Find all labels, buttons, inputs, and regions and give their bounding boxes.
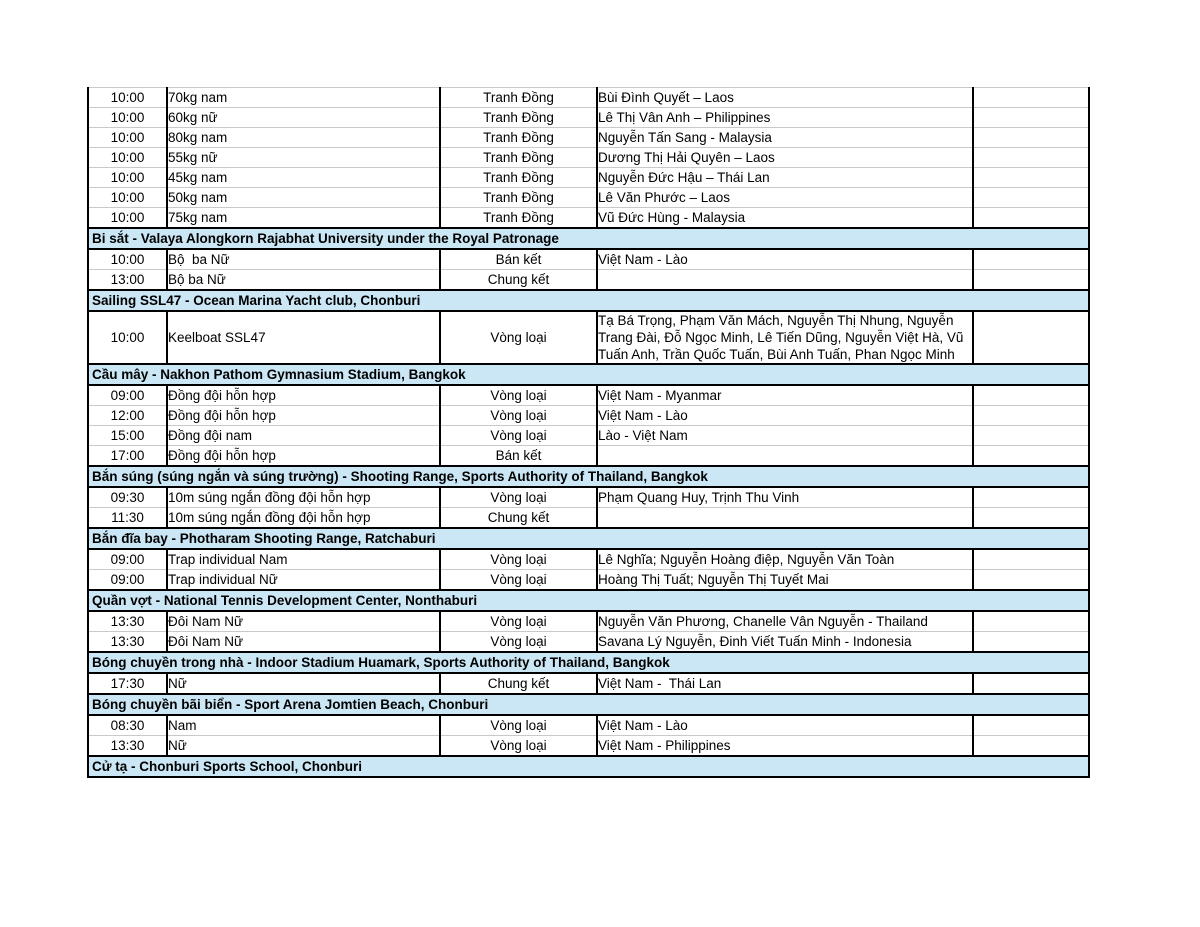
cell-round: Chung kết <box>440 508 597 529</box>
cell-participants <box>597 446 973 467</box>
section-header-title: Sailing SSL47 - Ocean Marina Yacht club, Chonburi <box>88 290 1089 311</box>
section-header-row <box>88 364 1089 385</box>
schedule-row <box>88 611 1089 632</box>
cell-event: 10m súng ngắn đồng đội hỗn hợp <box>167 508 440 529</box>
cell-event: 60kg nữ <box>167 108 440 128</box>
cell-round: Tranh Đồng <box>440 188 597 208</box>
cell-time: 13:30 <box>88 632 167 653</box>
cell-notes <box>973 632 1089 653</box>
cell-participants: Việt Nam - Myanmar <box>597 385 973 406</box>
cell-participants: Việt Nam - Thái Lan <box>597 673 973 694</box>
schedule-row <box>88 188 1089 208</box>
cell-time: 10:00 <box>88 311 167 364</box>
cell-round: Vòng loại <box>440 715 597 736</box>
cell-round: Tranh Đồng <box>440 128 597 148</box>
cell-participants: Lê Văn Phước – Laos <box>597 188 973 208</box>
cell-notes <box>973 385 1089 406</box>
cell-notes <box>973 188 1089 208</box>
section-header-row <box>88 528 1089 549</box>
schedule-row <box>88 208 1089 229</box>
schedule-table <box>87 87 1090 778</box>
section-header-row <box>88 694 1089 715</box>
schedule-row <box>88 487 1089 508</box>
cell-time: 10:00 <box>88 128 167 148</box>
cell-time: 17:00 <box>88 446 167 467</box>
section-header-row <box>88 590 1089 611</box>
section-header-row <box>88 290 1089 311</box>
cell-event: Nam <box>167 715 440 736</box>
cell-participants: Tạ Bá Trọng, Phạm Văn Mách, Nguyễn Thị Nhung, Nguyễn Trang Đài, Đỗ Ngọc Minh, Lê Tiến Dũng, Nguyễn Việt Hà, Vũ Tuấn Anh, Trần Quốc Tuấn, Bùi Anh Tuấn, Phan Ngọc Minh <box>597 311 973 364</box>
cell-notes <box>973 673 1089 694</box>
cell-notes <box>973 208 1089 229</box>
cell-time: 11:30 <box>88 508 167 529</box>
cell-event: Đồng đội hỗn hợp <box>167 446 440 467</box>
cell-time: 09:00 <box>88 385 167 406</box>
schedule-row <box>88 108 1089 128</box>
cell-notes <box>973 715 1089 736</box>
schedule-row <box>88 128 1089 148</box>
cell-round: Vòng loại <box>440 406 597 426</box>
section-header-title: Bóng chuyền bãi biển - Sport Arena Jomtien Beach, Chonburi <box>88 694 1089 715</box>
cell-time: 08:30 <box>88 715 167 736</box>
section-header-title: Bắn súng (súng ngắn và súng trường) - Shooting Range, Sports Authority of Thailand, Bangkok <box>88 466 1089 487</box>
cell-round: Tranh Đồng <box>440 168 597 188</box>
cell-participants: Savana Lý Nguyễn, Đinh Viết Tuấn Minh - Indonesia <box>597 632 973 653</box>
schedule-row <box>88 570 1089 591</box>
cell-participants: Nguyễn Đức Hậu – Thái Lan <box>597 168 973 188</box>
cell-time: 13:30 <box>88 611 167 632</box>
schedule-row <box>88 549 1089 570</box>
schedule-row <box>88 311 1089 364</box>
cell-event: Trap individual Nữ <box>167 570 440 591</box>
section-header-title: Quần vợt - National Tennis Development Center, Nonthaburi <box>88 590 1089 611</box>
cell-time: 10:00 <box>88 108 167 128</box>
cell-event: Đồng đội nam <box>167 426 440 446</box>
section-header-row <box>88 228 1089 249</box>
cell-round: Chung kết <box>440 673 597 694</box>
cell-round: Vòng loại <box>440 549 597 570</box>
cell-notes <box>973 108 1089 128</box>
cell-notes <box>973 128 1089 148</box>
cell-round: Vòng loại <box>440 611 597 632</box>
schedule-row <box>88 249 1089 270</box>
cell-notes <box>973 487 1089 508</box>
section-header-title: Bi sắt - Valaya Alongkorn Rajabhat University under the Royal Patronage <box>88 228 1089 249</box>
cell-participants: Phạm Quang Huy, Trịnh Thu Vinh <box>597 487 973 508</box>
cell-event: 45kg nam <box>167 168 440 188</box>
schedule-row <box>88 715 1089 736</box>
cell-round: Vòng loại <box>440 311 597 364</box>
cell-time: 10:00 <box>88 148 167 168</box>
cell-notes <box>973 270 1089 291</box>
cell-participants: Hoàng Thị Tuất; Nguyễn Thị Tuyết Mai <box>597 570 973 591</box>
cell-time: 10:00 <box>88 188 167 208</box>
cell-participants: Dương Thị Hải Quyên – Laos <box>597 148 973 168</box>
schedule-table-container <box>87 87 1090 778</box>
cell-event: Nữ <box>167 673 440 694</box>
cell-notes <box>973 311 1089 364</box>
cell-round: Vòng loại <box>440 426 597 446</box>
cell-event: 55kg nữ <box>167 148 440 168</box>
cell-time: 12:00 <box>88 406 167 426</box>
cell-time: 10:00 <box>88 168 167 188</box>
cell-participants: Lê Thị Vân Anh – Philippines <box>597 108 973 128</box>
schedule-row <box>88 270 1089 291</box>
cell-participants: Vũ Đức Hùng - Malaysia <box>597 208 973 229</box>
cell-notes <box>973 406 1089 426</box>
cell-event: Bộ ba Nữ <box>167 249 440 270</box>
cell-notes <box>973 88 1089 108</box>
cell-event: Bộ ba Nữ <box>167 270 440 291</box>
cell-event: Đồng đội hỗn hợp <box>167 385 440 406</box>
cell-event: 10m súng ngắn đồng đội hỗn hợp <box>167 487 440 508</box>
cell-event: Keelboat SSL47 <box>167 311 440 364</box>
cell-participants: Việt Nam - Philippines <box>597 736 973 757</box>
section-header-row <box>88 466 1089 487</box>
cell-event: 70kg nam <box>167 88 440 108</box>
cell-round: Chung kết <box>440 270 597 291</box>
section-header-row <box>88 652 1089 673</box>
cell-participants <box>597 508 973 529</box>
section-header-title: Bóng chuyền trong nhà - Indoor Stadium Huamark, Sports Authority of Thailand, Bangkok <box>88 652 1089 673</box>
cell-round: Vòng loại <box>440 487 597 508</box>
cell-participants: Bùi Đình Quyết – Laos <box>597 88 973 108</box>
section-header-row <box>88 756 1089 777</box>
cell-round: Vòng loại <box>440 632 597 653</box>
section-header-title: Cầu mây - Nakhon Pathom Gymnasium Stadium, Bangkok <box>88 364 1089 385</box>
cell-round: Vòng loại <box>440 570 597 591</box>
cell-time: 09:30 <box>88 487 167 508</box>
cell-participants: Lào - Việt Nam <box>597 426 973 446</box>
cell-event: Đôi Nam Nữ <box>167 611 440 632</box>
schedule-row <box>88 88 1089 108</box>
schedule-row <box>88 736 1089 757</box>
cell-event: Trap individual Nam <box>167 549 440 570</box>
cell-round: Tranh Đồng <box>440 88 597 108</box>
cell-time: 09:00 <box>88 549 167 570</box>
cell-round: Tranh Đồng <box>440 208 597 229</box>
schedule-row <box>88 426 1089 446</box>
schedule-row <box>88 632 1089 653</box>
section-header-title: Bắn đĩa bay - Photharam Shooting Range, Ratchaburi <box>88 528 1089 549</box>
cell-participants: Việt Nam - Lào <box>597 406 973 426</box>
cell-notes <box>973 611 1089 632</box>
schedule-row <box>88 508 1089 529</box>
cell-round: Vòng loại <box>440 736 597 757</box>
cell-time: 10:00 <box>88 208 167 229</box>
cell-notes <box>973 570 1089 591</box>
cell-event: Đôi Nam Nữ <box>167 632 440 653</box>
cell-notes <box>973 168 1089 188</box>
cell-event: 75kg nam <box>167 208 440 229</box>
cell-event: 50kg nam <box>167 188 440 208</box>
section-header-title: Cử tạ - Chonburi Sports School, Chonburi <box>88 756 1089 777</box>
cell-event: Đồng đội hỗn hợp <box>167 406 440 426</box>
cell-notes <box>973 446 1089 467</box>
cell-time: 17:30 <box>88 673 167 694</box>
cell-participants <box>597 270 973 291</box>
cell-event: 80kg nam <box>167 128 440 148</box>
cell-participants: Việt Nam - Lào <box>597 715 973 736</box>
schedule-row <box>88 148 1089 168</box>
cell-time: 10:00 <box>88 249 167 270</box>
cell-round: Bán kết <box>440 446 597 467</box>
schedule-row <box>88 385 1089 406</box>
cell-participants: Lê Nghĩa; Nguyễn Hoàng điệp, Nguyễn Văn Toàn <box>597 549 973 570</box>
cell-notes <box>973 508 1089 529</box>
cell-round: Tranh Đồng <box>440 108 597 128</box>
cell-notes <box>973 736 1089 757</box>
cell-notes <box>973 549 1089 570</box>
schedule-row <box>88 168 1089 188</box>
cell-round: Bán kết <box>440 249 597 270</box>
cell-time: 13:00 <box>88 270 167 291</box>
cell-event: Nữ <box>167 736 440 757</box>
cell-time: 09:00 <box>88 570 167 591</box>
cell-time: 13:30 <box>88 736 167 757</box>
cell-notes <box>973 426 1089 446</box>
cell-time: 15:00 <box>88 426 167 446</box>
cell-participants: Việt Nam - Lào <box>597 249 973 270</box>
cell-notes <box>973 148 1089 168</box>
schedule-row <box>88 406 1089 426</box>
cell-notes <box>973 249 1089 270</box>
cell-participants: Nguyễn Tấn Sang - Malaysia <box>597 128 973 148</box>
schedule-row <box>88 446 1089 467</box>
cell-time: 10:00 <box>88 88 167 108</box>
cell-participants: Nguyễn Văn Phương, Chanelle Vân Nguyễn - Thailand <box>597 611 973 632</box>
cell-round: Vòng loại <box>440 385 597 406</box>
schedule-row <box>88 673 1089 694</box>
cell-round: Tranh Đồng <box>440 148 597 168</box>
